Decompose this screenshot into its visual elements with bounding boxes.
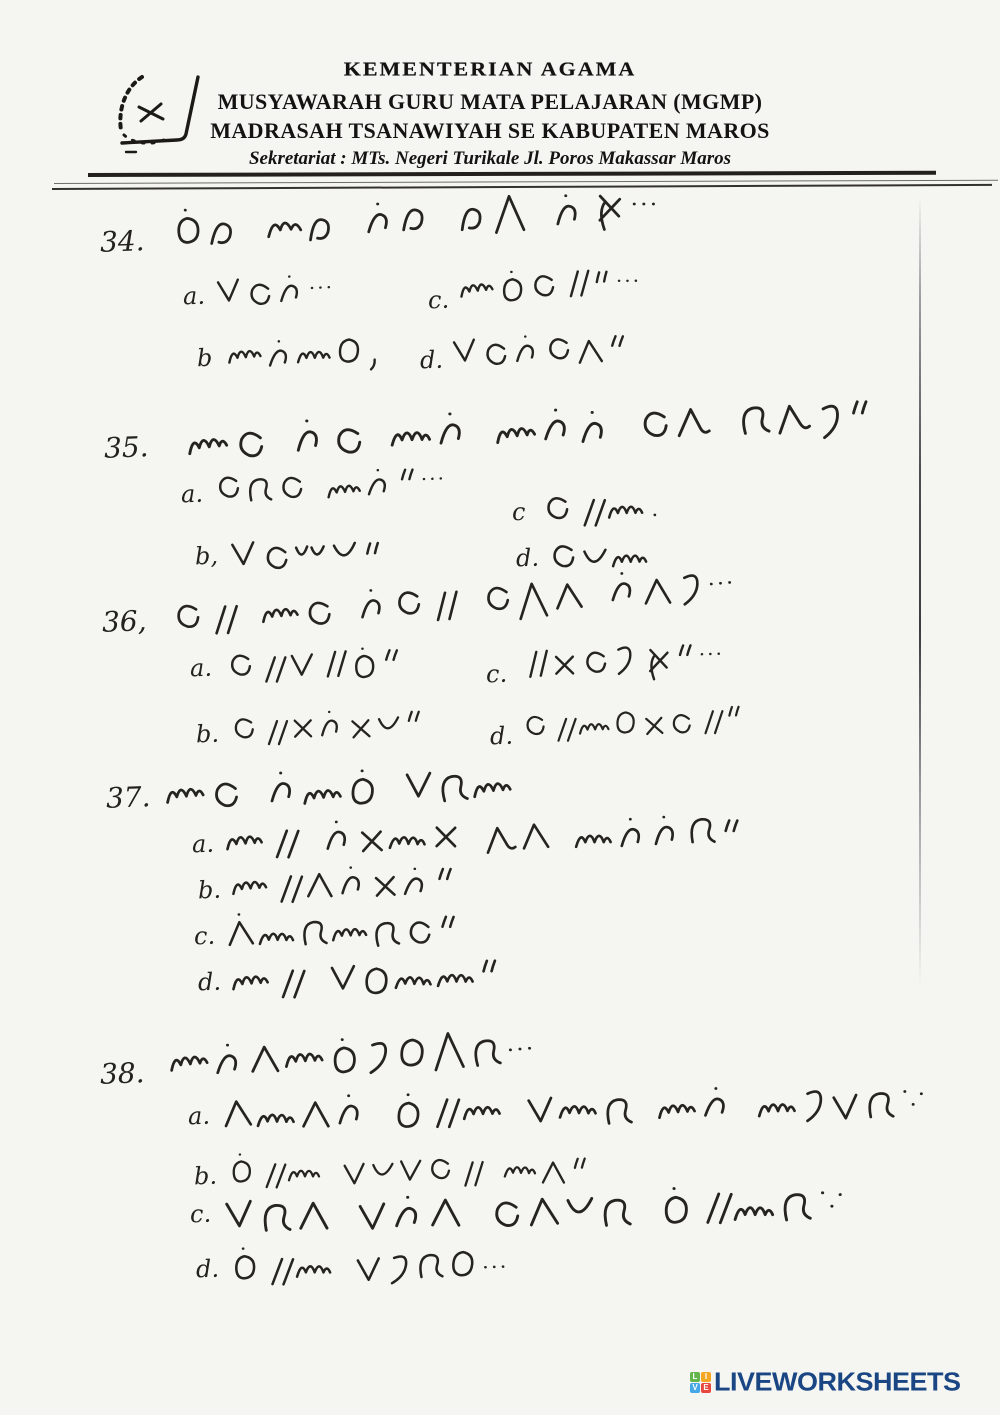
question-38-option-d-handwriting [230,1248,514,1292]
question-34-number: 34. [99,224,146,259]
organization-line-2: MADRASAH TSANAWIYAH SE KABUPATEN MAROS [210,118,770,143]
question-34-option-c-label: c. [427,285,450,315]
question-36-option-a-handwriting [225,644,405,690]
question-38-option-a-handwriting [222,1084,928,1141]
question-37-option-b-label: b. [197,875,222,905]
letterhead [90,56,890,170]
question-37-option-b-handwriting [232,864,459,910]
header-rule-medium [52,184,992,190]
secretariat-line: Sekretariat : MTs. Negeri Turikale Jl. Poros Makassar Maros [248,148,732,169]
question-34-option-a-label: a. [182,281,206,311]
question-35-option-a-handwriting [213,464,451,512]
question-34-option-a-handwriting [215,272,340,316]
organization-line-1: MUSYAWARAH GURU MATA PELAJARAN (MGMP) [217,89,763,114]
question-35-option-a-label: a. [180,479,204,509]
question-36-option-d-handwriting [521,704,746,748]
question-37-option-c-label: c. [193,921,216,951]
question-38-number: 38. [99,1056,146,1091]
question-36-option-c-handwriting [519,637,731,688]
question-36-option-b-handwriting [229,707,426,752]
question-35-stem-handwriting [187,394,876,471]
ministry-title: KEMENTERIAN AGAMA [343,57,637,81]
question-35-option-d-label: d. [515,543,540,573]
question-37-option-c-handwriting [226,912,462,958]
question-38-option-c-label: c. [189,1199,212,1229]
question-36-option-a-label: a. [189,653,213,683]
question-34-stem-handwriting [171,186,667,257]
question-38-stem-handwriting [169,1029,542,1088]
question-35-option-b-handwriting [230,535,387,580]
question-37-option-d-label: d. [197,967,222,997]
liveworksheets-tile-l: L [690,1372,700,1382]
question-38-option-b-label: b. [193,1161,218,1191]
question-37-option-a-label: a. [191,829,215,859]
liveworksheets-tile-v: V [690,1383,700,1393]
liveworksheets-tile-i: I [701,1372,711,1382]
question-37-stem-handwriting [165,765,516,820]
question-37-option-d-handwriting [232,957,504,1005]
question-34-option-b-label: b [196,343,213,373]
question-34-option-b-handwriting [227,334,383,378]
scan-artifact-line [919,196,921,988]
question-37-number: 37. [105,780,152,815]
liveworksheets-watermark [690,1367,961,1397]
question-36-option-b-label: b. [195,719,220,749]
question-38-option-a-label: a. [187,1101,211,1131]
question-35-number: 35. [103,430,150,465]
question-37-option-a-handwriting [226,813,746,866]
question-34-option-c-handwriting [459,262,648,312]
question-36-option-d-label: d. [489,721,514,751]
question-36-number: 36, [101,604,148,639]
question-34-option-d-handwriting [451,330,631,376]
question-38-option-b-handwriting [228,1153,592,1194]
liveworksheets-logo-icon [690,1372,711,1393]
liveworksheets-tile-e: E [701,1383,711,1393]
question-38-option-c-handwriting [224,1185,847,1243]
question-35-option-c-label: c [511,497,526,527]
header-rule-thick [88,171,936,177]
question-34-option-d-label: d. [419,345,444,375]
question-35-option-b-label: b, [194,541,219,571]
question-35-option-c-handwriting [541,489,665,534]
question-36-option-c-label: c. [485,659,508,689]
question-38-option-d-label: d. [195,1254,220,1284]
liveworksheets-wordmark: LIVEWORKSHEETS [714,1367,961,1397]
